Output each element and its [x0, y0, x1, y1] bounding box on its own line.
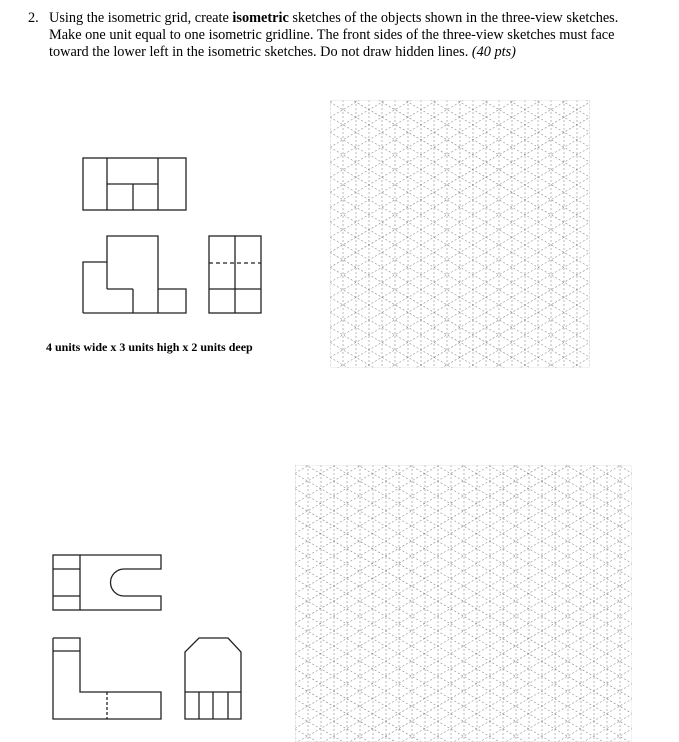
question-keyword-isometric: isometric	[232, 10, 289, 26]
grid-diagonal-line	[295, 579, 632, 742]
grid-diagonal-line	[295, 684, 632, 742]
grid-diagonal-line	[295, 465, 632, 518]
isometric-grid-2	[295, 465, 632, 742]
grid-diagonal-line	[295, 699, 632, 742]
grid-diagonal-line	[295, 465, 632, 533]
grid-diagonal-line	[295, 564, 632, 742]
grid-diagonal-line	[295, 669, 632, 742]
grid-diagonal-line	[295, 465, 632, 578]
grid-diagonal-line	[295, 465, 632, 653]
grid-diagonal-line	[295, 465, 632, 578]
object2-side-view	[185, 638, 241, 719]
grid-diagonal-line	[295, 594, 632, 742]
grid-diagonal-line	[295, 465, 632, 593]
object2-three-view-sketch	[50, 552, 250, 730]
grid-diagonal-line	[295, 519, 632, 714]
question-line-1-start: Using the isometric grid, create	[49, 10, 233, 26]
grid-diagonal-line	[295, 624, 632, 742]
grid-diagonal-line	[330, 357, 590, 368]
grid-diagonal-line	[295, 465, 632, 548]
grid-diagonal-line	[295, 549, 632, 742]
question-line-1	[49, 10, 618, 27]
grid-diagonal-line	[295, 654, 632, 742]
grid-diagonal-line	[295, 465, 632, 473]
grid-diagonal-line	[295, 489, 632, 684]
grid-diagonal-line	[295, 609, 632, 742]
grid-diagonal-line	[295, 465, 632, 488]
grid-diagonal-line	[295, 504, 632, 699]
grid-diagonal-line	[295, 534, 632, 729]
object1-three-view-sketch	[78, 155, 268, 320]
grid-diagonal-line	[295, 465, 632, 563]
grid-diagonal-line	[295, 534, 632, 729]
question-number: 2.	[28, 10, 39, 26]
grid-diagonal-line	[295, 465, 632, 638]
grid-diagonal-line	[295, 684, 632, 742]
grid-diagonal-line	[295, 729, 632, 742]
grid-diagonal-line	[295, 504, 632, 699]
object2-front-view	[53, 638, 161, 719]
grid-diagonal-line	[295, 609, 632, 742]
grid-diagonal-line	[295, 465, 632, 473]
grid-diagonal-line	[295, 624, 632, 742]
object1-top-view	[83, 158, 186, 210]
object2-top-view	[53, 555, 161, 610]
grid-diagonal-line	[295, 465, 632, 593]
grid-diagonal-line	[295, 474, 632, 669]
grid-diagonal-line	[295, 714, 632, 742]
grid-diagonal-line	[295, 465, 632, 533]
grid-diagonal-line	[295, 465, 632, 563]
grid-diagonal-line	[295, 669, 632, 742]
object1-dimensions-caption: 4 units wide x 3 units high x 2 units deep	[46, 340, 253, 354]
grid-diagonal-line	[295, 465, 632, 488]
grid-diagonal-line	[295, 465, 632, 608]
grid-diagonal-line	[295, 474, 632, 669]
grid-diagonal-line	[295, 699, 632, 742]
grid-diagonal-line	[295, 465, 632, 608]
grid-diagonal-line	[295, 654, 632, 742]
grid-diagonal-line	[295, 465, 632, 653]
question-line-2: Make one unit equal to one isometric gridline. The front sides of the three-view sketches must face	[49, 27, 615, 43]
grid-diagonal-line	[295, 465, 632, 638]
grid-diagonal-line	[330, 357, 590, 368]
object1-front-view	[83, 236, 186, 313]
grid-diagonal-line	[295, 549, 632, 742]
grid-diagonal-line	[295, 639, 632, 742]
grid-diagonal-line	[295, 465, 632, 503]
grid-diagonal-line	[295, 465, 632, 548]
grid-diagonal-line	[295, 465, 632, 503]
grid-diagonal-line	[295, 579, 632, 742]
grid-diagonal-line	[295, 465, 632, 623]
grid-diagonal-line	[295, 465, 632, 623]
object1-side-view	[209, 236, 261, 313]
grid-diagonal-line	[295, 714, 632, 742]
grid-diagonal-line	[295, 639, 632, 742]
grid-diagonal-line	[295, 564, 632, 742]
grid-diagonal-line	[295, 465, 632, 518]
question-line-3	[49, 44, 516, 61]
isometric-grid-1	[330, 100, 590, 368]
question-line-3-start: toward the lower left in the isometric sketches. Do not draw hidden lines.	[49, 44, 472, 60]
grid-diagonal-line	[295, 489, 632, 684]
grid-diagonal-line	[295, 729, 632, 742]
grid-diagonal-line	[295, 594, 632, 742]
grid-diagonal-line	[295, 519, 632, 714]
question-line-1-end: sketches of the objects shown in the three-view sketches.	[288, 10, 619, 26]
question-points: (40 pts)	[471, 44, 516, 60]
